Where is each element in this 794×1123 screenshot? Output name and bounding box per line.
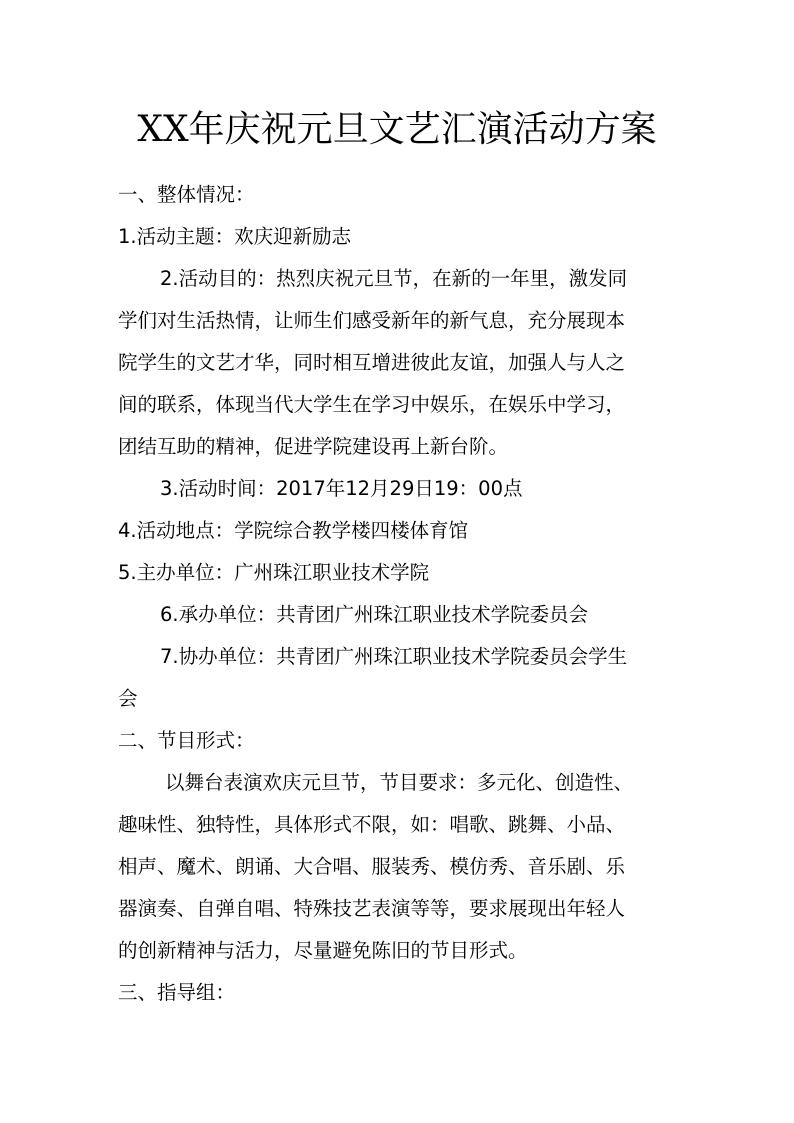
- activity-location: 4.活动地点：学院综合教学楼四楼体育馆: [118, 519, 469, 542]
- paragraph-line: 趣味性、独特性，具体形式不限，如：唱歌、跳舞、小品、: [118, 813, 626, 836]
- activity-purpose: 2.活动目的：热烈庆祝元旦节，在新的一年里，激发同: [160, 267, 628, 290]
- section-heading-guidance-group: 三、指导组：: [118, 981, 236, 1004]
- activity-time: 3.活动时间：2017年12月29日19：00点: [160, 477, 523, 500]
- section-heading-program-format: 二、节目形式：: [118, 729, 255, 752]
- host-unit: 6.承办单位：共青团广州珠江职业技术学院委员会: [160, 603, 589, 626]
- activity-theme: 1.活动主题：欢庆迎新励志: [118, 225, 352, 248]
- program-format-paragraph: 以舞台表演欢庆元旦节，节目要求：多元化、创造性、: [165, 771, 634, 794]
- paragraph-line: 会: [118, 687, 138, 710]
- section-heading-overview: 一、整体情况：: [118, 183, 255, 206]
- paragraph-line: 的创新精神与活力，尽量避免陈旧的节目形式。: [118, 939, 528, 962]
- paragraph-line: 相声、魔术、朗诵、大合唱、服装秀、模仿秀、音乐剧、乐: [118, 855, 626, 878]
- document-title: XX年庆祝元旦文艺汇演活动方案: [137, 109, 657, 150]
- paragraph-line: 学们对生活热情，让师生们感受新年的新气息，充分展现本: [118, 309, 626, 332]
- paragraph-line: 院学生的文艺才华，同时相互增进彼此友谊，加强人与人之: [118, 351, 626, 374]
- organizer: 5.主办单位：广州珠江职业技术学院: [118, 561, 430, 584]
- co-organizer: 7.协办单位：共青团广州珠江职业技术学院委员会学生: [160, 645, 628, 668]
- paragraph-line: 器演奏、自弹自唱、特殊技艺表演等等，要求展现出年轻人: [118, 897, 626, 920]
- paragraph-line: 间的联系，体现当代大学生在学习中娱乐，在娱乐中学习，: [118, 393, 626, 416]
- paragraph-line: 团结互助的精神，促进学院建设再上新台阶。: [118, 435, 509, 458]
